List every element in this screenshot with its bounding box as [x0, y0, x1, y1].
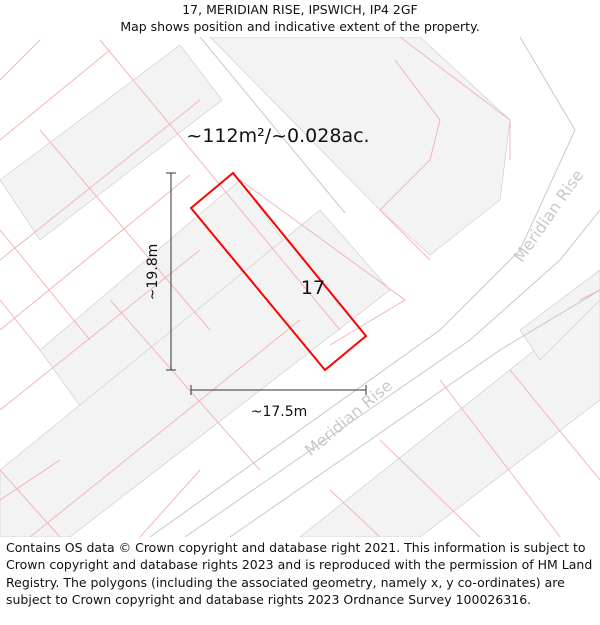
- map-title: 17, MERIDIAN RISE, IPSWICH, IP4 2GF: [182, 2, 418, 17]
- width-label: ~17.5m: [250, 404, 308, 420]
- copyright-notice: Contains OS data © Crown copyright and database right 2021. This information is subject to Crown copyright and database rights 2023 and is reproduced with the permission of HM Land Registry. The polygons (including the associated geometry, namely x, y co-ordinates) are subject to Crown copyright and database rights 2023 Ordnance Survey 100026316.: [6, 540, 593, 607]
- area-label: ~112m²/~0.028ac.: [186, 125, 370, 147]
- road-label: Meridian Rise: [300, 375, 396, 460]
- map-subtitle: Map shows position and indicative extent of the property.: [120, 19, 480, 34]
- road-label: Meridian Rise: [509, 166, 588, 266]
- height-label: ~19.8m: [145, 243, 161, 301]
- map-canvas[interactable]: [0, 37, 600, 537]
- plot-number: 17: [300, 277, 326, 299]
